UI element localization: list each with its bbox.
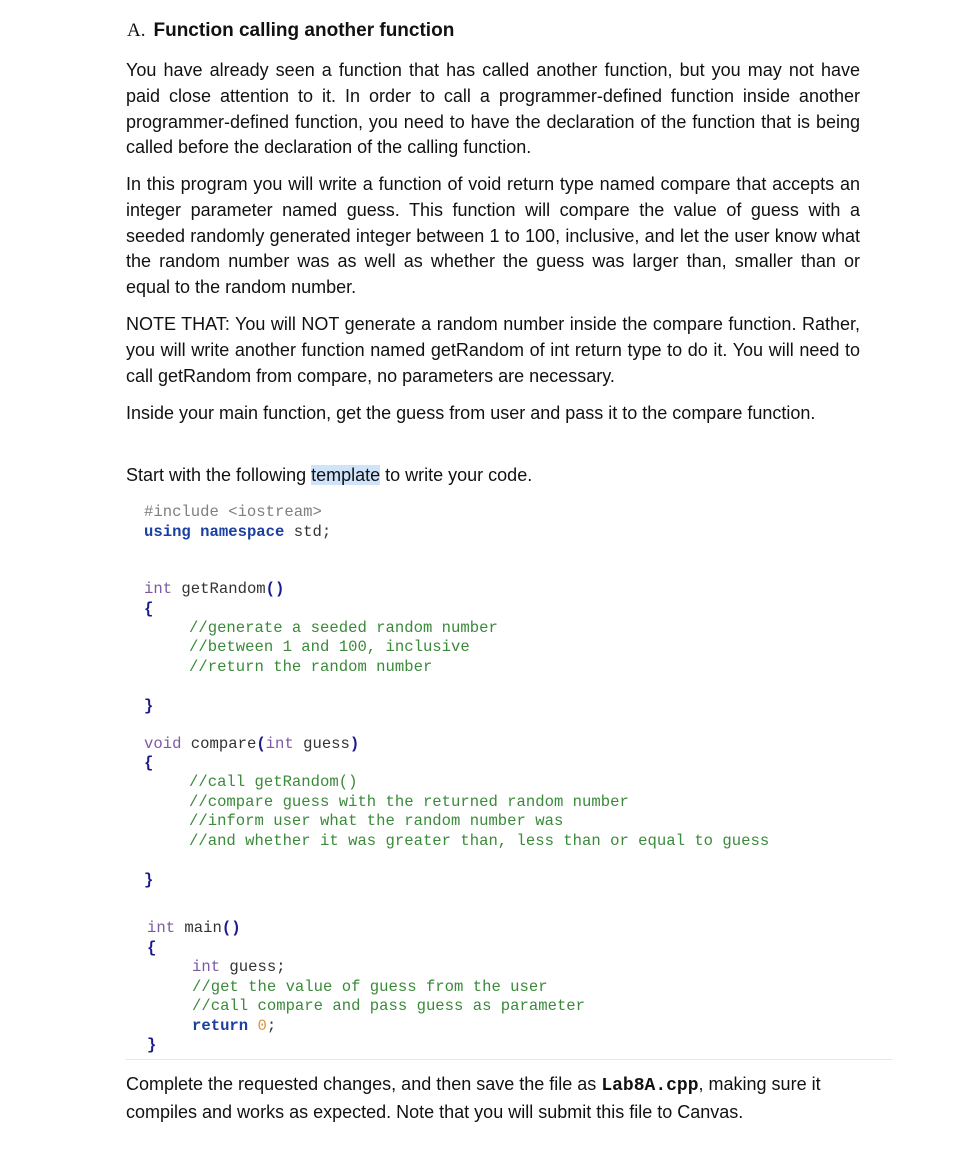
filename: Lab8A.cpp: [601, 1076, 699, 1096]
code-block-divider: [126, 1059, 892, 1060]
code-comment: //get the value of guess from the user: [192, 978, 548, 996]
getrandom-return-type: int: [144, 580, 173, 598]
code-comment: //return the random number: [189, 658, 433, 676]
main-open-brace: {: [147, 939, 157, 957]
return-keyword: return: [192, 1017, 249, 1035]
return-value: 0: [248, 1017, 267, 1035]
getrandom-name: getRandom: [172, 580, 266, 598]
compare-param-type: int: [265, 735, 294, 753]
main-parens: (): [221, 919, 241, 937]
main-return-type: int: [147, 919, 176, 937]
paragraph-template-intro: [126, 463, 860, 489]
compare-rparen: ): [349, 735, 360, 753]
code-getrandom-open: [144, 600, 153, 620]
paragraph-completion: [126, 1072, 860, 1126]
code-main-open: [147, 939, 156, 959]
code-comment: //compare guess with the returned random number: [189, 793, 629, 811]
getrandom-parens: (): [265, 580, 285, 598]
template-link[interactable]: template: [311, 465, 381, 485]
template-intro-tail: to write your code.: [380, 465, 533, 485]
guess-type: int: [192, 958, 221, 976]
code-compare-close: [144, 871, 153, 891]
code-comment: //call getRandom(): [189, 773, 358, 791]
code-comment: //between 1 and 100, inclusive: [189, 638, 470, 656]
code-main-close: [147, 1036, 156, 1056]
code-comment: //inform user what the random number was: [189, 812, 564, 830]
code-include-line: [144, 503, 322, 523]
code-main-signature: [147, 919, 241, 939]
code-main-declaration: [192, 958, 286, 978]
getrandom-close-brace: }: [144, 697, 154, 715]
code-comment: //call compare and pass guess as parameter: [192, 997, 586, 1015]
compare-open-brace: {: [144, 754, 154, 772]
compare-return-type: void: [144, 735, 182, 753]
section-heading: [127, 20, 454, 42]
compare-param-name: guess: [293, 735, 350, 753]
template-intro-text: Start with the following: [126, 465, 312, 485]
std-token: std;: [284, 523, 332, 541]
paragraph-compare-description: In this program you will write a function of void return type named compare that accepts an integer parameter named guess. This function will compare the value of guess with a seeded randomly generated integer between 1 to 100, inclusive, and let the user know what the random number was as well as whether the guess was larger than, smaller than or equal to the random number.: [126, 174, 860, 298]
paragraph-intro: You have already seen a function that has called another function, but you may not have paid close attention to it. In order to call a programmer-defined function inside another programmer-defined function, you need to have the declaration of the function that is being called before the declaration of the calling function.: [126, 60, 860, 158]
getrandom-open-brace: {: [144, 600, 154, 618]
code-return-line: [192, 1017, 276, 1037]
section-letter: A.: [127, 20, 146, 41]
paragraph-note: NOTE THAT: You will NOT generate a random number inside the compare function. Rather, you will write another function named getRandom of int return type to do it. You will need to call getRandom from compare, no parameters are necessary.: [126, 314, 860, 386]
code-comment: //and whether it was greater than, less than or equal to guess: [189, 832, 770, 850]
compare-lparen: (: [256, 735, 266, 753]
code-compare-signature: [144, 735, 359, 755]
code-compare-open: [144, 754, 153, 774]
namespace-keyword: namespace: [200, 523, 285, 541]
section-title: Function calling another function: [153, 20, 455, 41]
compare-close-brace: }: [144, 871, 154, 889]
code-comment: //generate a seeded random number: [189, 619, 498, 637]
code-getrandom-close: [144, 697, 153, 717]
completion-text: Complete the requested changes, and then save the file as: [126, 1074, 602, 1094]
guess-declaration: guess;: [220, 958, 286, 976]
main-name: main: [175, 919, 222, 937]
return-semicolon: ;: [266, 1017, 277, 1035]
code-getrandom-signature: [144, 580, 284, 600]
completion-tail: , making sure it compiles and works as expected. Note that you will submit this file to Canvas.: [126, 1074, 821, 1122]
include-directive: #include <iostream>: [144, 503, 322, 521]
main-close-brace: }: [147, 1036, 157, 1054]
paragraph-main-instructions: Inside your main function, get the guess from user and pass it to the compare function.: [126, 403, 816, 423]
using-keyword: using: [144, 523, 191, 541]
compare-name: compare: [181, 735, 257, 753]
code-using-line: [144, 523, 331, 543]
